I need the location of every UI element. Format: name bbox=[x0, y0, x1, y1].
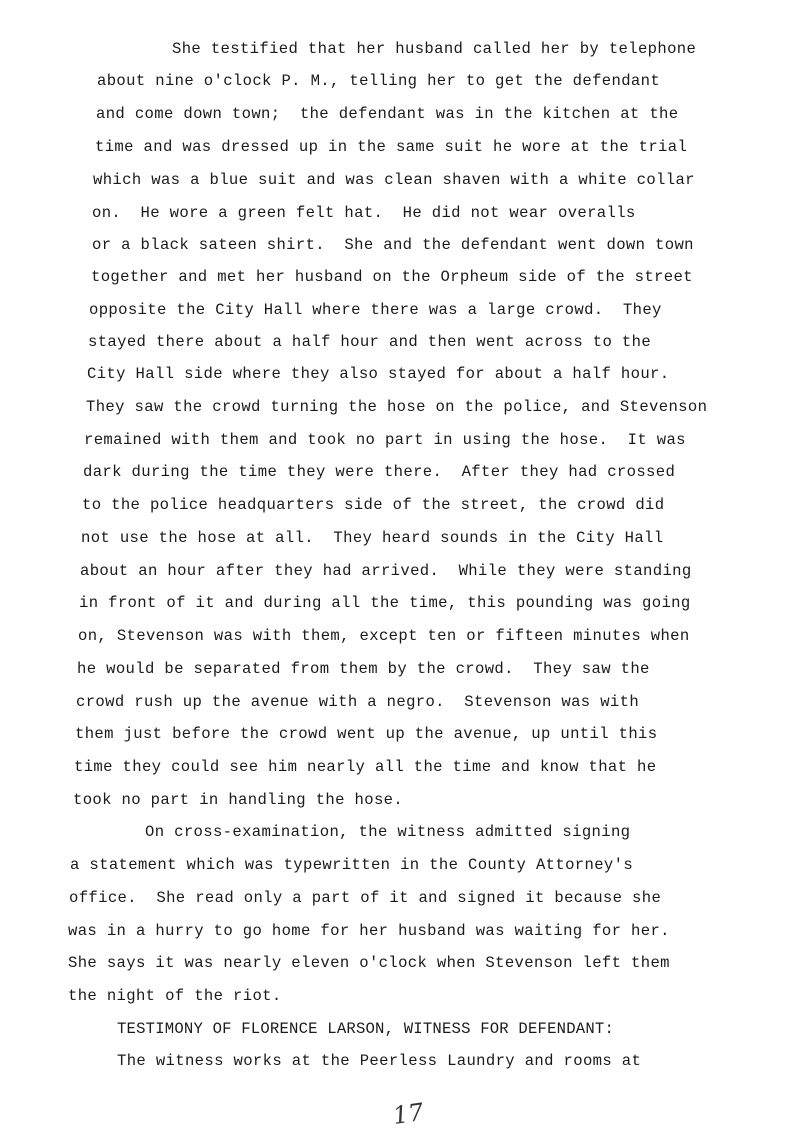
text-line: a statement which was typewritten in the County Attorney's bbox=[70, 856, 634, 874]
text-line: about nine o'clock P. M., telling her to get the defendant bbox=[97, 72, 661, 90]
text-line: which was a blue suit and was clean shaven with a white collar bbox=[93, 171, 695, 189]
text-line: was in a hurry to go home for her husband was waiting for her. bbox=[68, 922, 670, 940]
text-line: stayed there about a half hour and then went across to the bbox=[88, 333, 652, 351]
text-line: or a black sateen shirt. She and the defendant went down town bbox=[92, 236, 694, 254]
text-line: They saw the crowd turning the hose on the police, and Stevenson bbox=[86, 398, 708, 416]
text-line: office. She read only a part of it and signed it because she bbox=[69, 889, 662, 907]
text-line: not use the hose at all. They heard sounds in the City Hall bbox=[81, 529, 664, 547]
text-line: She says it was nearly eleven o'clock when Stevenson left them bbox=[68, 954, 670, 972]
text-line: about an hour after they had arrived. While they were standing bbox=[80, 562, 692, 580]
text-line: crowd rush up the avenue with a negro. Stevenson was with bbox=[76, 693, 640, 711]
text-line: remained with them and took no part in using the hose. It was bbox=[84, 431, 686, 449]
text-line: in front of it and during all the time, this pounding was going bbox=[79, 594, 691, 612]
page-number: 17 bbox=[391, 1098, 426, 1130]
text-line: opposite the City Hall where there was a large crowd. They bbox=[89, 301, 662, 319]
section-heading: TESTIMONY OF FLORENCE LARSON, WITNESS FOR DEFENDANT: bbox=[117, 1020, 615, 1038]
text-line: time they could see him nearly all the time and know that he bbox=[74, 758, 657, 776]
text-line: the night of the riot. bbox=[68, 987, 282, 1005]
text-line: and come down town; the defendant was in the kitchen at the bbox=[96, 105, 679, 123]
text-line: on. He wore a green felt hat. He did not wear overalls bbox=[92, 204, 636, 222]
text-line: On cross-examination, the witness admitted signing bbox=[145, 823, 631, 841]
text-line: took no part in handling the hose. bbox=[73, 791, 404, 809]
text-line: them just before the crowd went up the avenue, up until this bbox=[75, 725, 658, 743]
text-line: he would be separated from them by the crowd. They saw the bbox=[77, 660, 650, 678]
text-line: to the police headquarters side of the street, the crowd did bbox=[82, 496, 665, 514]
text-line: City Hall side where they also stayed for about a half hour. bbox=[87, 365, 670, 383]
text-line: dark during the time they were there. After they had crossed bbox=[83, 463, 676, 481]
text-line: The witness works at the Peerless Laundry and rooms at bbox=[117, 1052, 642, 1070]
text-line: She testified that her husband called her by telephone bbox=[172, 40, 697, 58]
text-line: time and was dressed up in the same suit he wore at the trial bbox=[95, 138, 688, 156]
text-line: on, Stevenson was with them, except ten or fifteen minutes when bbox=[78, 627, 690, 645]
text-line: together and met her husband on the Orpheum side of the street bbox=[91, 268, 693, 286]
